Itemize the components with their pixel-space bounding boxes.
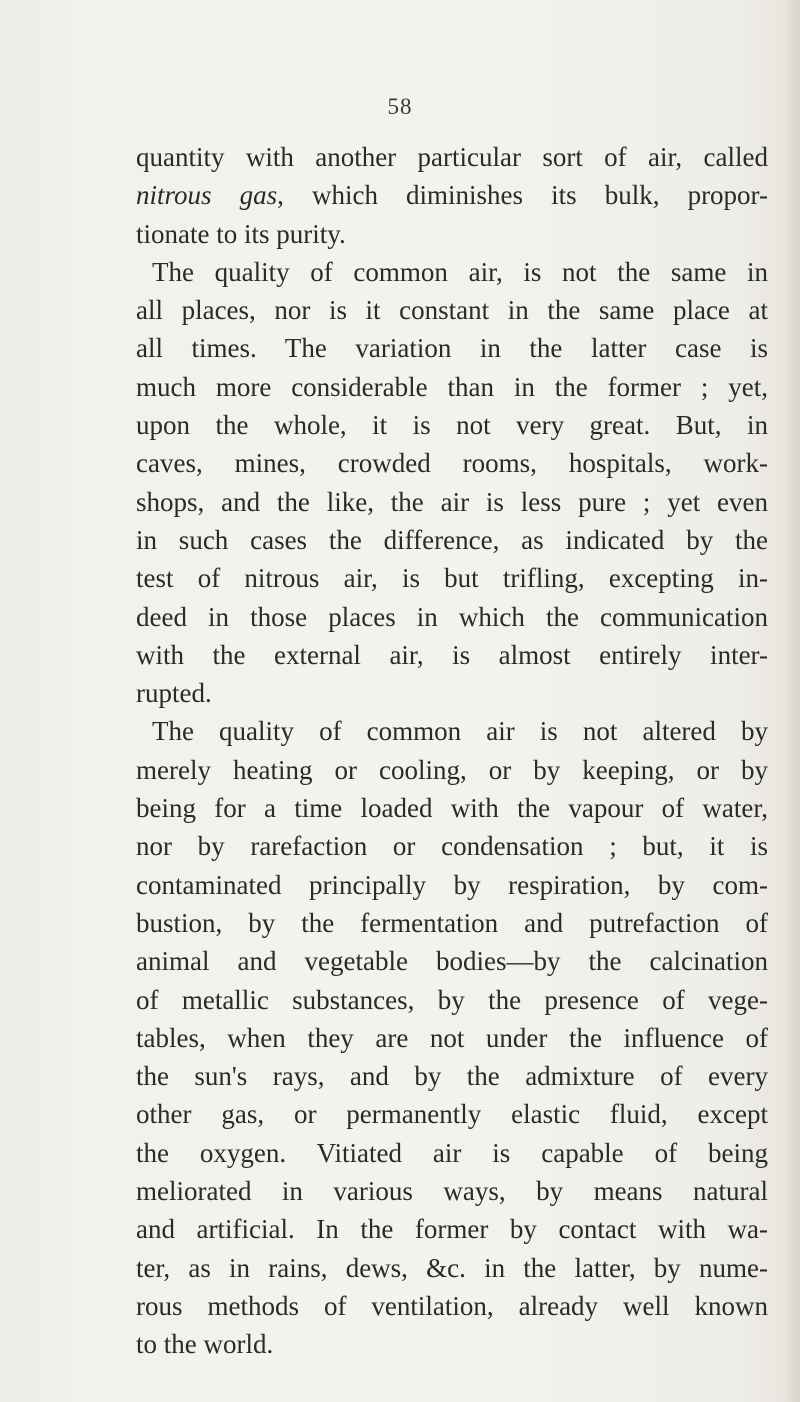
text-line: The quality of common air is not altered by xyxy=(152,716,768,747)
text-line: in such cases the difference, as indicated by the xyxy=(136,524,768,555)
text-line: to the world. xyxy=(136,1329,274,1360)
page-edge-shadow xyxy=(784,0,800,1402)
text-line: much more considerable than in the former ; yet, xyxy=(136,371,768,402)
text-line: animal and vegetable bodies—by the calcination xyxy=(136,946,768,977)
text-line: being for a time loaded with the vapour of water, xyxy=(136,793,768,824)
text-line: contaminated principally by respiration, by com- xyxy=(136,869,768,900)
text-line: nor by rarefaction or condensation ; but, it is xyxy=(136,831,768,862)
text-line: test of nitrous air, is but trifling, excepting in- xyxy=(136,563,768,594)
text-line: rous methods of ventilation, already well known xyxy=(136,1290,768,1321)
text-line: caves, mines, crowded rooms, hospitals, work- xyxy=(136,448,768,479)
text-line: other gas, or permanently elastic fluid, except xyxy=(136,1099,768,1130)
text-line: all places, nor is it constant in the same place at xyxy=(136,295,768,326)
page-number: 58 xyxy=(387,94,413,119)
text-line: meliorated in various ways, by means natural xyxy=(136,1176,768,1207)
text-line: bustion, by the fermentation and putrefaction of xyxy=(136,907,768,938)
text-line: shops, and the like, the air is less pure ; yet even xyxy=(136,486,768,517)
text-line: nitrous gas, which diminishes its bulk, propor- xyxy=(136,180,768,211)
text-line: merely heating or cooling, or by keeping, or by xyxy=(136,754,768,785)
text-line: the sun's rays, and by the admixture of every xyxy=(136,1061,768,1092)
text-line: tionate to its purity. xyxy=(136,218,346,249)
text-line: and artificial. In the former by contact with wa- xyxy=(136,1214,768,1245)
text-line: tables, when they are not under the influence of xyxy=(136,1022,768,1053)
text-line: with the external air, is almost entirely inter- xyxy=(136,639,768,670)
text-line: quantity with another particular sort of air, called xyxy=(136,142,768,172)
text-line: the oxygen. Vitiated air is capable of being xyxy=(136,1137,768,1168)
text-line: of metallic substances, by the presence of vege- xyxy=(136,984,768,1015)
text-line: rupted. xyxy=(136,678,212,709)
text-line: upon the whole, it is not very great. But, in xyxy=(136,410,768,441)
text-line: The quality of common air, is not the same in xyxy=(152,256,768,287)
body-text xyxy=(136,138,768,1364)
text-line: deed in those places in which the communication xyxy=(136,601,768,632)
italic-term: nitrous gas xyxy=(136,180,278,211)
text-line: all times. The variation in the latter case is xyxy=(136,333,768,364)
text-line: ter, as in rains, dews, &c. in the latter, by nume- xyxy=(136,1252,768,1283)
